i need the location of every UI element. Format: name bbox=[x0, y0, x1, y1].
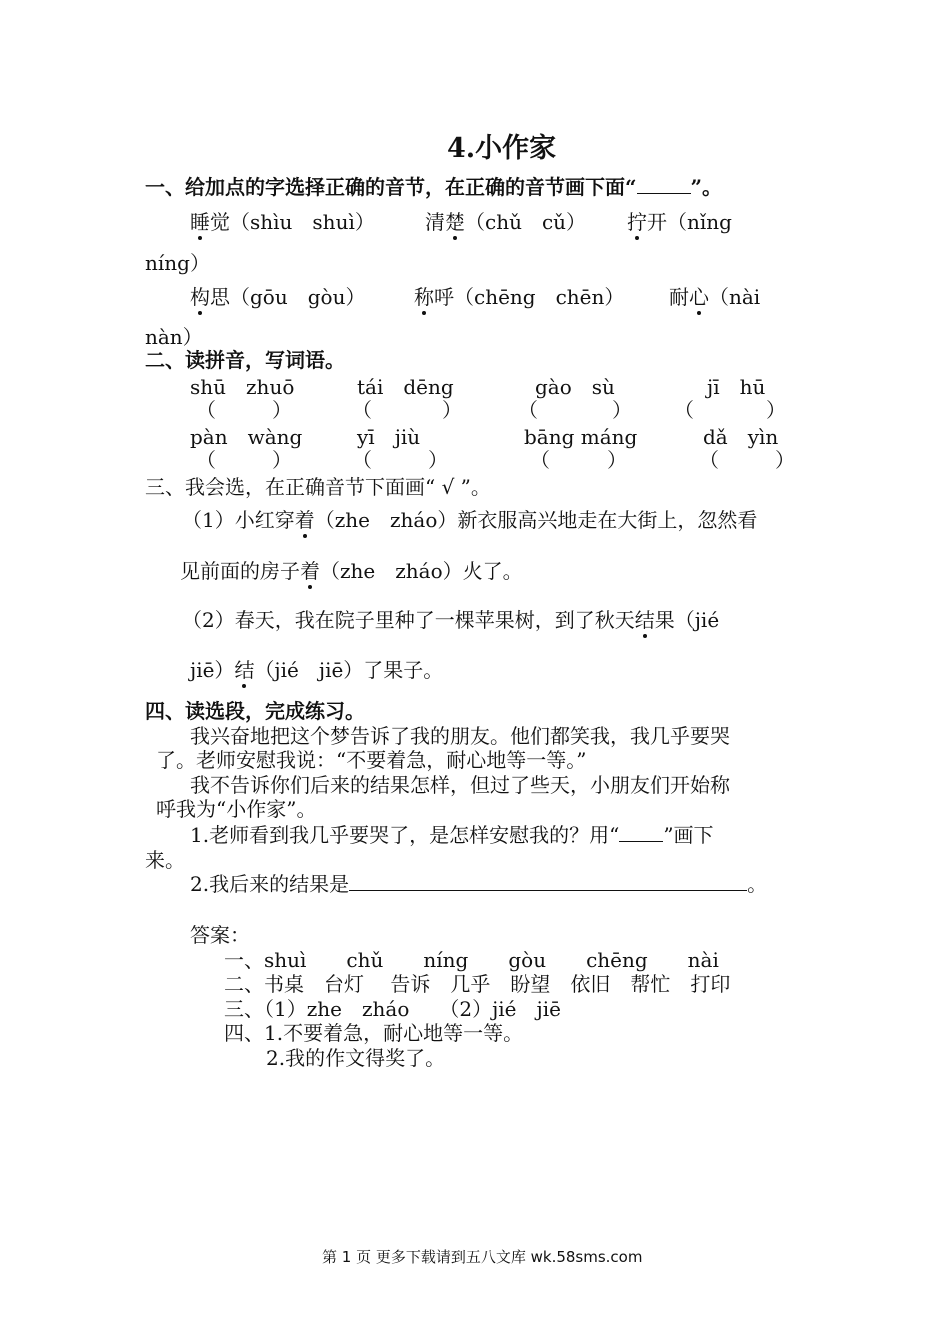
dotted-char: 拧 bbox=[627, 210, 647, 234]
answer-underline-sample bbox=[637, 175, 691, 194]
answer-underline-sample bbox=[619, 823, 663, 842]
s3-text: （2）春天，我在院子里种了一棵苹果树，到了秋天 bbox=[182, 608, 635, 632]
answer-box-close: ） bbox=[272, 448, 292, 472]
answer-box-close: ） bbox=[612, 398, 632, 422]
answer-box-open: （ bbox=[699, 448, 719, 472]
pinyin-dayin: dǎ yìn bbox=[703, 425, 779, 449]
s3-text: （1）小红穿 bbox=[182, 508, 295, 532]
answer-line-5: 2.我的作文得奖了。 bbox=[266, 1046, 446, 1070]
s1-item-text: 觉（shìu shuì） bbox=[210, 210, 375, 234]
answer-box-close: ） bbox=[607, 448, 627, 472]
answer-box-close: ） bbox=[428, 448, 448, 472]
page-title: 4.小作家 bbox=[447, 133, 557, 164]
answer-blank-line[interactable] bbox=[349, 872, 747, 891]
section-1-heading-text: 一、给加点的字选择正确的音节，在正确的音节画下面“ bbox=[145, 175, 637, 199]
s4-q2-end: 。 bbox=[747, 872, 768, 896]
pinyin-gaosu: gào sù bbox=[535, 375, 615, 399]
s1-item-text: 呼（chēng chēn） bbox=[434, 285, 625, 309]
s4-q2-text: 2.我后来的结果是 bbox=[190, 872, 350, 896]
s3-text: 果（jié bbox=[654, 608, 720, 632]
s3-question-2-line-2 bbox=[190, 658, 443, 682]
dotted-char: 构 bbox=[190, 285, 210, 309]
s3-text: （jié jiē）了果子。 bbox=[254, 658, 444, 682]
s1-item-chenghu bbox=[414, 285, 624, 309]
passage-p2-line-2: 呼我为“小作家”。 bbox=[156, 797, 317, 821]
s1-item-pre: 耐 bbox=[669, 285, 689, 309]
dotted-char: 心 bbox=[689, 285, 709, 309]
dotted-char: 着 bbox=[294, 508, 315, 532]
pinyin-shuzhuo: shū zhuō bbox=[190, 375, 295, 399]
dotted-char: 楚 bbox=[445, 210, 465, 234]
passage-p1-line-2: 了。老师安慰我说：“不要着急，耐心地等一等。” bbox=[156, 748, 587, 772]
answer-line-1: 一、shuì chǔ níng gòu chēng nài bbox=[224, 948, 719, 972]
passage-p1-line-1: 我兴奋地把这个梦告诉了我的朋友。他们都笑我，我几乎要哭 bbox=[190, 724, 730, 748]
answer-box-open: （ bbox=[196, 398, 216, 422]
dotted-char: 睡 bbox=[190, 210, 210, 234]
dotted-char: 结 bbox=[234, 658, 255, 682]
section-3-heading: 三、我会选，在正确音节下面画“ √ ”。 bbox=[145, 475, 491, 499]
pinyin-taideng: tái dēng bbox=[357, 375, 454, 399]
s4-q1-text: 1.老师看到我几乎要哭了，是怎样安慰我的？用“ bbox=[190, 823, 620, 847]
section-2-heading: 二、读拼音，写词语。 bbox=[145, 348, 345, 372]
s1-item-text: 思（gōu gòu） bbox=[210, 285, 366, 309]
answer-box-close: ） bbox=[442, 398, 462, 422]
answer-box-close: ） bbox=[775, 448, 795, 472]
answer-box-open: （ bbox=[518, 398, 538, 422]
dotted-char: 称 bbox=[414, 285, 434, 309]
pinyin-jihu: jī hū bbox=[707, 375, 766, 399]
answer-box-close: ） bbox=[272, 398, 292, 422]
section-1-heading-end: ”。 bbox=[690, 175, 723, 199]
answer-line-2: 二、书桌 台灯 告诉 几乎 盼望 依旧 帮忙 打印 bbox=[224, 972, 731, 996]
s3-text: 见前面的房子 bbox=[180, 559, 300, 583]
pinyin-bangmang: bāng máng bbox=[524, 425, 638, 449]
answer-box-open: （ bbox=[352, 448, 372, 472]
s1-item-ningkai bbox=[627, 210, 732, 234]
s1-item-wrap: nàn） bbox=[145, 325, 203, 349]
s3-text: jiē） bbox=[190, 658, 235, 682]
s3-question-1-line-1 bbox=[182, 508, 757, 532]
s1-item-text: （chǔ cǔ） bbox=[465, 210, 587, 234]
s3-question-2-line-1 bbox=[182, 608, 719, 632]
dotted-char: 着 bbox=[300, 559, 320, 583]
s3-question-1-line-2 bbox=[180, 559, 523, 583]
s1-item-gousi bbox=[190, 285, 365, 309]
pinyin-yijiu: yī jiù bbox=[357, 425, 421, 449]
answer-box-close: ） bbox=[766, 398, 786, 422]
answers-label: 答案： bbox=[190, 923, 250, 947]
s1-item-wrap: níng） bbox=[145, 251, 210, 275]
s1-item-text: 开（nǐng bbox=[647, 210, 732, 234]
answer-box-open: （ bbox=[530, 448, 550, 472]
answer-box-open: （ bbox=[196, 448, 216, 472]
answer-line-4: 四、1.不要着急，耐心地等一等。 bbox=[224, 1021, 524, 1045]
s1-item-qingchu bbox=[425, 210, 586, 234]
passage-p2-line-1: 我不告诉你们后来的结果怎样，但过了些天，小朋友们开始称 bbox=[190, 773, 730, 797]
s1-item-pre: 清 bbox=[425, 210, 445, 234]
answer-line-3: 三、（1）zhe zháo （2）jié jiē bbox=[224, 997, 561, 1021]
s4-question-1 bbox=[190, 823, 714, 847]
s1-item-shuijiao bbox=[190, 210, 375, 234]
section-4-heading: 四、读选段，完成练习。 bbox=[145, 699, 365, 723]
dotted-char: 结 bbox=[634, 608, 655, 632]
section-1-heading bbox=[145, 175, 722, 199]
answer-box-open: （ bbox=[674, 398, 694, 422]
s1-item-naixin bbox=[669, 285, 760, 309]
pinyin-panwang: pàn wàng bbox=[190, 425, 303, 449]
s3-text: （zhe zháo）新衣服高兴地走在大街上，忽然看 bbox=[314, 508, 758, 532]
s1-item-text: （nài bbox=[709, 285, 761, 309]
s4-q1-end: ”画下 bbox=[663, 823, 714, 847]
page-footer: 第 1 页 更多下载请到五八文库 wk.58sms.com bbox=[322, 1248, 643, 1266]
s4-question-1-wrap: 来。 bbox=[145, 848, 185, 872]
s4-question-2 bbox=[190, 872, 767, 896]
s3-text: （zhe zháo）火了。 bbox=[320, 559, 523, 583]
answer-box-open: （ bbox=[352, 398, 372, 422]
